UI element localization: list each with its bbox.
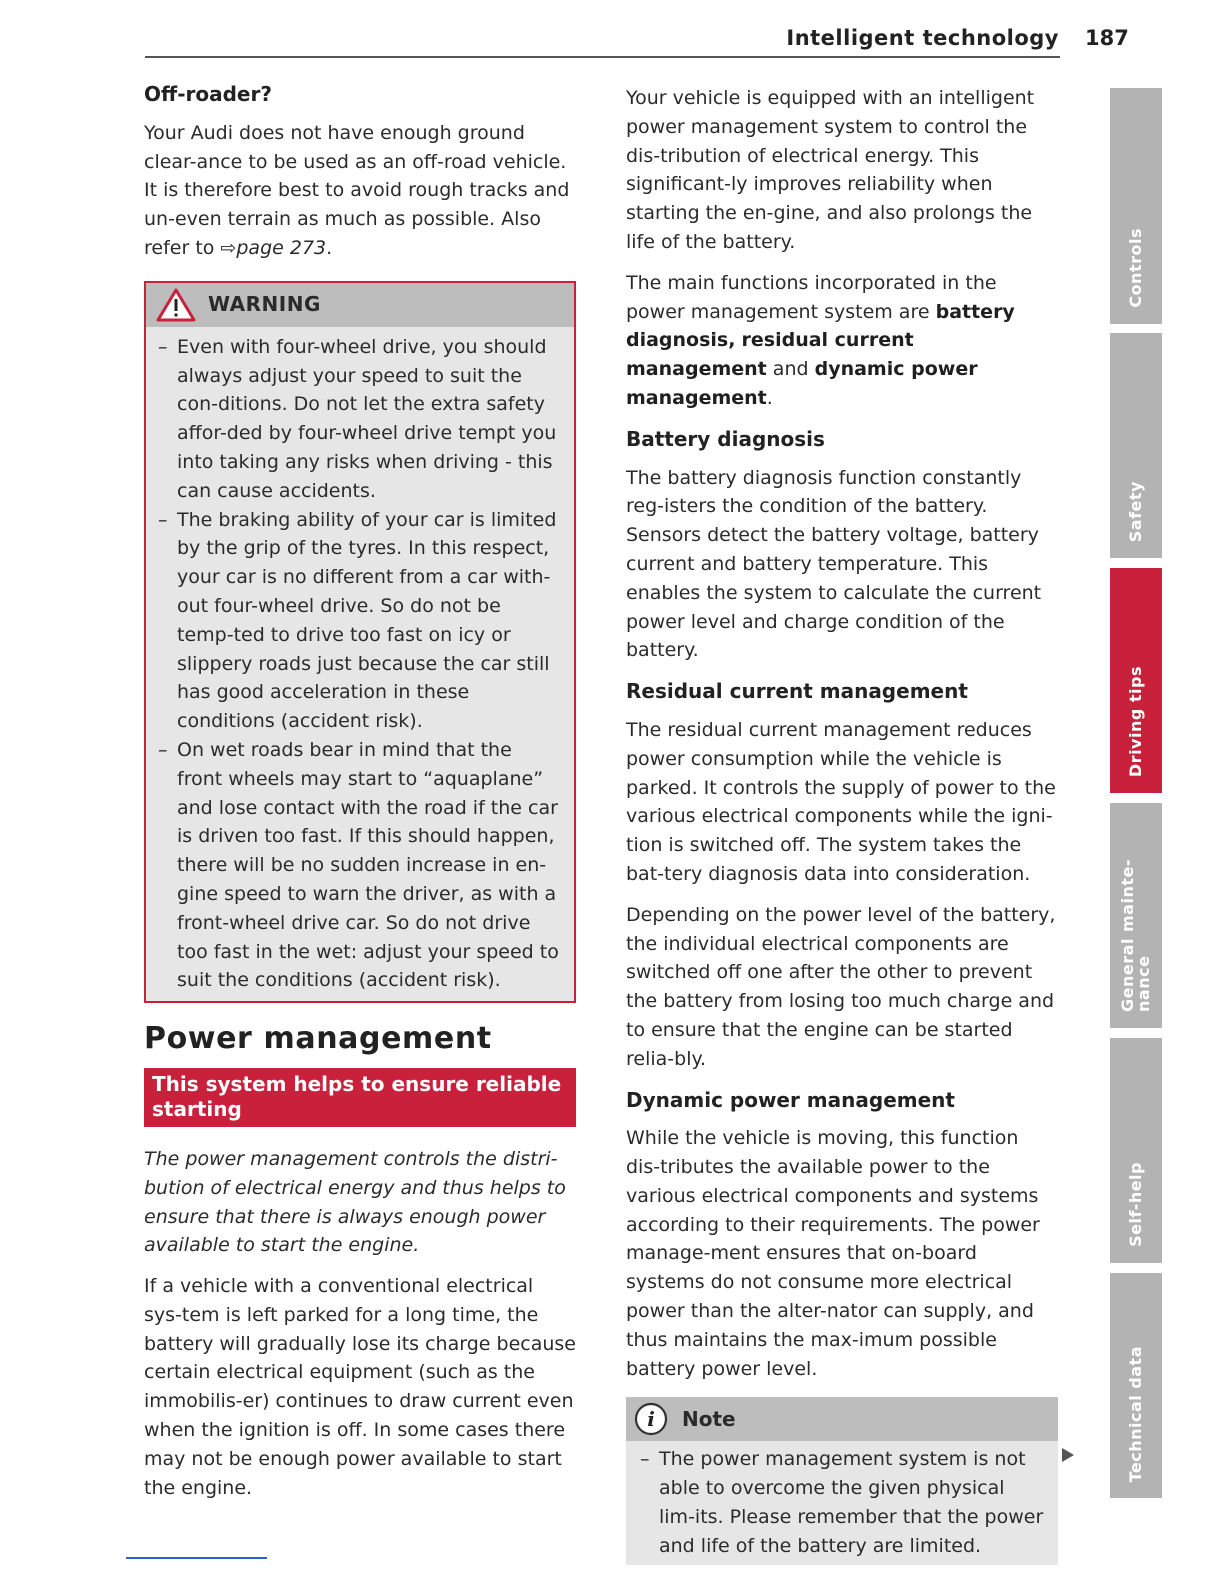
offroader-paragraph: [144, 119, 576, 263]
header-rule: [145, 56, 1060, 58]
warning-box: [144, 281, 576, 1003]
continue-arrow-icon: [1062, 1448, 1074, 1462]
function-dynamic-power: dynamic power management: [626, 358, 978, 409]
offroader-heading: Off-roader?: [144, 82, 272, 106]
note-header: [626, 1397, 1058, 1441]
warning-item: – The braking ability of your car is limited by the grip of the tyres. In this respect, your car is no different from a car with-out four-wheel drive. So do not be temp-ted to drive too fast on icy or slippery roads just because the car still has good acceleration in these conditions (accident risk).: [158, 506, 562, 736]
residual-current-paragraph-2: Depending on the power level of the battery, the individual electrical components are switched off one after the other to prevent the battery from losing too much charge and to ensure that the engine can be started relia-bly.: [626, 903, 1056, 1070]
residual-current-paragraph: The residual current management reduces power consumption while the vehicle is parked. It controls the supply of power to the various electrical components while the igni-tion is switched off. The system takes the bat-tery diagnosis data into consideration.: [626, 718, 1056, 885]
side-tab-safety[interactable]: [1110, 333, 1162, 558]
residual-current-heading: Residual current management: [626, 679, 968, 704]
offroader-body: Your Audi does not have enough ground clear-ance to be used as an off-road vehicle. It is therefore best to avoid rough tracks and un-even terrain as much as possible. Also refer to: [144, 121, 570, 259]
section-banner: This system helps to ensure reliable starting: [144, 1068, 576, 1127]
battery-diagnosis-heading: Battery diagnosis: [626, 426, 825, 451]
warning-item: – On wet roads bear in mind that the front wheels may start to “aquaplane” and lose contact with the road if the car is driven too fast. If this should happen, there will be no sudden increase in en-gine speed to warn the driver, as with a front-wheel drive car. So do not drive too fast in the wet: adjust your speed to suit the conditions (accident risk).: [158, 736, 562, 995]
intro-italic-paragraph: The power management controls the distri-bution of electrical energy and thus helps to ensure that there is always enough power available to start the engine.: [144, 1147, 566, 1257]
functions-paragraph: [626, 269, 1058, 413]
warning-item: – Even with four-wheel drive, you should always adjust your speed to suit the con-ditions. Do not let the extra safety affor-ded by four-wheel drive tempt you into taking any risks when driving - this can cause accidents.: [158, 333, 562, 506]
warning-triangle-icon: [156, 288, 196, 322]
dynamic-power-heading: Dynamic power management: [626, 1087, 955, 1112]
side-tab-self-help[interactable]: [1110, 1038, 1162, 1263]
warning-list: [146, 327, 574, 1001]
page-number: 187: [1085, 26, 1129, 50]
warning-title: WARNING: [208, 292, 321, 317]
side-tab-technical-data[interactable]: [1110, 1273, 1162, 1498]
side-tab-label: Technical data: [1126, 1345, 1145, 1482]
battery-diagnosis-paragraph: The battery diagnosis function constantly reg-isters the condition of the battery. Sensors detect the battery voltage, battery current and battery temperature. This enables the system to calculate the current power level and charge condition of the battery.: [626, 466, 1042, 662]
intro-paragraph: Your vehicle is equipped with an intelligent power management system to control the dis-tribution of electrical energy. This significant-ly improves reliability when starting the en-gine, and also prolongs the life of the battery.: [626, 87, 1035, 253]
note-title: Note: [682, 1407, 736, 1432]
body-paragraph: If a vehicle with a conventional electrical sys-tem is left parked for a long time, the battery will gradually lose its charge because certain electrical equipment (such as the immobilis-er) continues to draw current even when the ignition is off. In some cases there may not be enough power available to start the engine.: [144, 1275, 576, 1499]
running-header-title: Intelligent technology: [786, 26, 1059, 50]
side-tab-general-maintenance[interactable]: [1110, 803, 1162, 1028]
left-column: [144, 80, 576, 1514]
functions-end: .: [766, 386, 773, 409]
footer-rule: [126, 1557, 267, 1559]
page-ref-arrow-icon: ⇨: [220, 236, 237, 259]
side-tab-label: Driving tips: [1126, 665, 1145, 777]
side-tab-label: General mainte- nance: [1118, 859, 1153, 1012]
side-tab-controls[interactable]: [1110, 88, 1162, 324]
side-tab-label: Self-help: [1126, 1162, 1145, 1247]
offroader-ref-tail: .: [326, 236, 333, 259]
note-item: – The power management system is not able to overcome the given physical lim-its. Please remember that the power and life of the battery are limited.: [640, 1445, 1044, 1560]
section-title: Power management: [144, 1021, 492, 1057]
side-tab-label: Controls: [1126, 228, 1145, 308]
functions-and: and: [772, 358, 809, 381]
page-reference-link[interactable]: page 273: [236, 236, 327, 259]
function-residual-current: residual current management: [626, 329, 914, 381]
right-column: [626, 84, 1058, 1565]
side-tab-driving-tips[interactable]: [1110, 568, 1162, 793]
note-box: [626, 1397, 1058, 1564]
note-list: [626, 1441, 1058, 1564]
dynamic-power-paragraph: While the vehicle is moving, this function dis-tributes the available power to the various electrical components and systems according to their requirements. The power manage-ment ensures that on-board systems do not consume more electrical power than the alter-nator can supply, and thus maintains the max-imum possible battery power level.: [626, 1127, 1040, 1380]
warning-header: [146, 283, 574, 327]
info-icon: [634, 1402, 668, 1436]
function-battery-diagnosis: battery diagnosis,: [626, 300, 1015, 352]
functions-lead: The main functions incorporated in the power management system are: [626, 271, 997, 323]
info-icon-letter: i: [647, 1407, 655, 1432]
side-tab-label: Safety: [1126, 480, 1145, 542]
